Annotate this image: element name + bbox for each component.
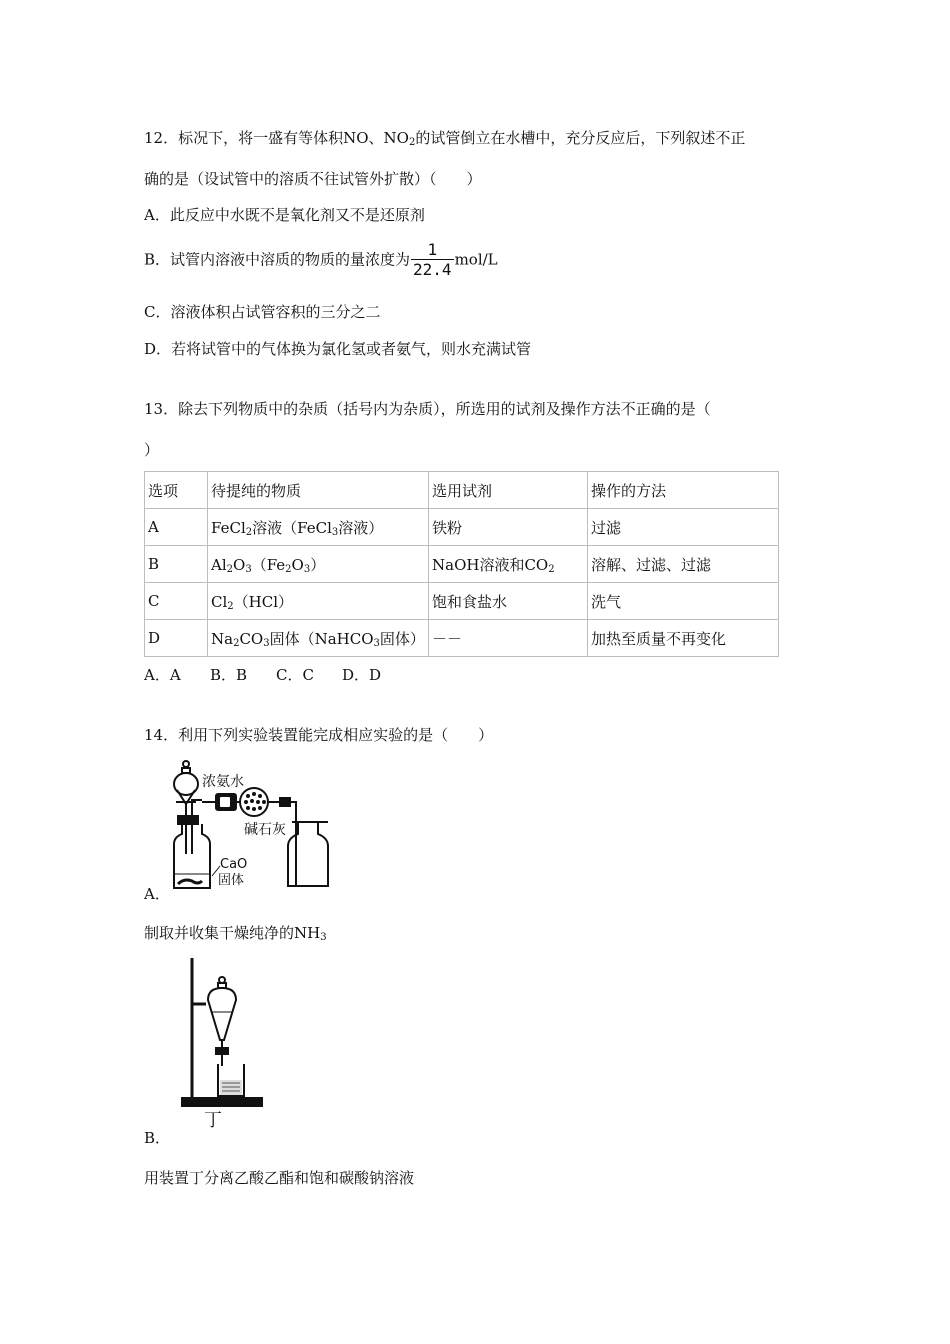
q12-option-d: D．若将试管中的气体换为氯化氢或者氨气，则水充满试管 <box>144 340 532 358</box>
cell-reagent: 铁粉 <box>429 509 588 546</box>
apparatus-a-figure <box>158 758 338 893</box>
q14-option-b-letter: B． <box>144 1129 171 1147</box>
q12-option-a: A．此反应中水既不是氧化剂又不是还原剂 <box>144 206 425 224</box>
label-cao: CaO <box>220 857 248 872</box>
cell-option: D <box>145 620 208 657</box>
q14-option-a-letter: A． <box>144 885 170 903</box>
header-reagent: 选用试剂 <box>429 472 588 509</box>
q12-stem-line1: 12．标况下，将一盛有等体积NO、$NO_2$的试管倒立在水槽中，充分反应后，下列叙述不正 <box>144 129 746 148</box>
choice-c: C．C <box>276 666 314 684</box>
q14-option-b-text: 用装置丁分离乙酸乙酯和饱和碳酸钠溶液 <box>144 1169 415 1187</box>
cell-method: 洗气 <box>588 583 779 620</box>
cell-substance: $Cl_2(HCl)$ <box>208 583 429 620</box>
cell-reagent: －－ <box>429 620 588 657</box>
apparatus-b-figure <box>178 954 278 1132</box>
choice-d: D．D <box>342 666 382 684</box>
label-ammonia: 浓氨水 <box>202 774 244 790</box>
label-soda-lime: 碱石灰 <box>244 822 286 838</box>
label-solid: 固体 <box>218 873 245 888</box>
cell-option: B <box>145 546 208 583</box>
table-row <box>145 546 779 583</box>
q12-stem-line2: 确的是（设试管中的溶质不往试管外扩散）（ ） <box>144 170 482 188</box>
q13-stem-line1: 13．除去下列物质中的杂质（括号内为杂质），所选用的试剂及操作方法不正确的是（ <box>144 400 711 418</box>
cell-method: 溶解、过滤、过滤 <box>588 546 779 583</box>
cell-option: C <box>145 583 208 620</box>
header-method: 操作的方法 <box>588 472 779 509</box>
choice-a: A．A <box>144 666 181 684</box>
cell-substance: $Na_2CO_3$固体（NaHCO$_3$固体） <box>208 620 429 657</box>
q14-option-a-text: 制取并收集干燥纯净的$NH_3$ <box>144 924 327 943</box>
header-option: 选项 <box>145 472 208 509</box>
label-ding: 丁 <box>204 1110 222 1131</box>
table-row <box>145 509 779 546</box>
cell-substance: $Al_2O_3(Fe_2O_3)$ <box>208 546 429 583</box>
q13-stem-line2: ） <box>144 441 160 459</box>
cell-option: A <box>145 509 208 546</box>
cell-reagent: NaOH溶液和$CO_2$ <box>429 546 588 583</box>
q13-options-table <box>144 471 779 657</box>
q12-option-b: B．试管内溶液中溶质的物质的量浓度为 $\frac{1}{22.4}$ mol/L <box>144 240 498 279</box>
q13-answer-choices <box>144 664 381 685</box>
cell-substance: FeCl$_2$溶液（FeCl$_3$溶液） <box>208 509 429 546</box>
cell-method: 加热至质量不再变化 <box>588 620 779 657</box>
q14-stem: 14．利用下列实验装置能完成相应实验的是（ ） <box>144 726 494 744</box>
header-substance: 待提纯的物质 <box>208 472 429 509</box>
choice-b: B．B <box>210 666 248 684</box>
table-header-row <box>145 472 779 509</box>
concentration-fraction: $\frac{1}{22.4}$ <box>413 240 452 279</box>
table-row <box>145 583 779 620</box>
q12-option-c: C．溶液体积占试管容积的三分之二 <box>144 303 381 321</box>
cell-reagent: 饱和食盐水 <box>429 583 588 620</box>
cell-method: 过滤 <box>588 509 779 546</box>
table-row <box>145 620 779 657</box>
